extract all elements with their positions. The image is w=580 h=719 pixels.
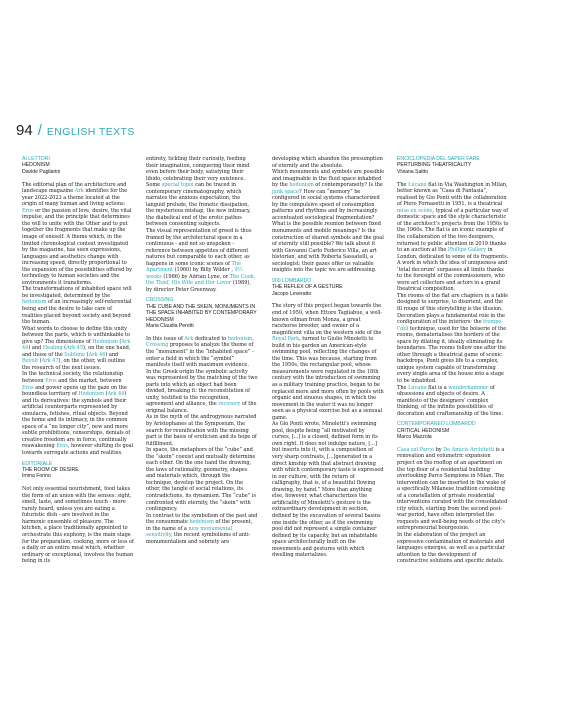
article-title: THE ROOM OF DESIRE bbox=[22, 466, 79, 473]
article-paragraph: The story of this project began towards the end of 1950, when Ettore Tagliabue, a well-known oilman from Monza, a great racehorse breeder, and owner of a magnificent villa on the western side of the Royal Park, turned to Giulio Minoletti to build in his garden an American-style swimming pool, reflecting the changes of the time. This was because, starting from the 1950s, the rectangular pool, whose measurements were regulated in the 18th century with the introduction of swimming as a military training practice, began to be replaced more and more often by pools with organic and sinuous shapes, in which the movement in the water it was no longer seen as a physical exercise but as a sensual game. bbox=[272, 303, 384, 421]
article-paragraph: entirety, tickling their curiosity, feeding their imagination, conquering their mind even before their body, satisfying their libido, celebrating their very existence. Some special topoi can be traced in contemporary cinematography, which narrates the anxious expectation, the languid prelude, the frenetic dissipation, the mysterious mishap, the new intimacy, the diabolical end of the erotic pathos between consenting subjects. bbox=[146, 156, 251, 228]
article-paragraph: As Gio Ponti wrote, Minoletti’s swimming pool, despite being “all motivated by curves, [...] is a closed, defined form in its own right. It does not indulge nature, [...] but inserts into it, with a composition of very sharp contrasts, [...]generated in a direct kinship with that abstract drawing with which contemporary taste is expressed in our culture, with the return of calligraphy, that is, of a beautiful flowing drawing, by hand.” More than anything else, however, what characterizes the artificiality of Minoletti’s gesture is the extraordinary development in section, defined by the excavation of several basins one inside the other, as if the swimming pool did not represent a simple container defined by its capacity, but an inhabitable space architecturally built on the movements and gestures with which dwelling materializes. bbox=[272, 421, 384, 559]
article-title: PERTURBING THEATRICALITY bbox=[397, 162, 472, 169]
article-paragraph: The Lucano flat in Via Washington in Milan, better known as “Casa di Fantasia”, realised by Gio Ponti with the collaboration of Piero Fornasetti in 1951, is a theatrical mise en scène, typical of a particular way of domestic space and the style characteristic of the architect’s projects from the 1950s to the 1960s. The flat is an iconic example of the collaboration of the two designers, returned to public attention in 2019 thanks to an auction at the Phillips Gallery in London, dedicated to some of its fragments. A work in which the idea of uniqueness and ‘total decorum’ surpasses all limits thanks to the foresight of the commissioners, who were art collectors and actors in a grand theatrical composition. bbox=[397, 181, 509, 293]
article-paragraph: What words to choose to define this unity between the parts, which is unthinkable to give up? The dimensions of Hedonism (Ark 44) and Healing (Ark 45), on the one hand, and those of the Sublime (Ark 46) and Revolt (Ark 47), on the other, will outline the research of the next issues. bbox=[22, 325, 131, 371]
text-column-4 bbox=[397, 156, 509, 565]
article bbox=[272, 156, 384, 274]
article-paragraph: The editorial plan of the architecture and landscape magazine Ark identifies for the year 2022-2023 a theme located at the origin of many human and living actions: Eros or the passion of love, desire, the vital impulse, and the principle that determines the will to unite with the Other and to put together the fragments that make up the image of oneself. A theme which, in the limited chronological context investigated by the magazine, has seen expressions, languages and aesthetics change with increasing speed, directly proportional to the expansion of the possibilities offered by technology to human societies and the environments it transforms. bbox=[22, 181, 132, 286]
article-paragraph: In contrast to the symbolism of the past and the consummate hedonism of the present, in the name of a new monumental sensitivity, the recent symbolisms of anti-monumentalism and sobriety are bbox=[146, 512, 258, 545]
article-section-label: CONTEMPORANEO LOMBARDO bbox=[397, 421, 476, 428]
article bbox=[22, 461, 134, 565]
article bbox=[272, 278, 384, 559]
article-paragraph: In this issue of Ark dedicated to hedonism, Crossing proposes to analyze the theme of the “monument” in the “inhabited space” - enter a field in which the “symbol” manifests itself with maximum evidence. bbox=[146, 335, 254, 369]
article-section-label: CROSSING bbox=[146, 297, 174, 304]
article-paragraph: The Lucano flat is a wunderkammer of obsessions and objects of desire. A manifesto of the designers’ complex thinking, of the infinite possibilities of decoration and craftsmanship of the time. bbox=[397, 384, 503, 417]
article-paragraph: developing which abandon the presumption of eternity and the absolute. bbox=[272, 156, 383, 169]
article-paragraph: The visual representation of greed is thus framed by the architectural space in a continuous - and not so unspoken - reference between appetites of different natures but comparable to each other, as happens in some iconic scenes of The Apartment (1960) by Billy Wilder , 9½ weeks (1986) by Adrian Lyne, or The Cook, the Thief, His Wife and Her Lover (1989), by director Peter Greenway. bbox=[146, 228, 256, 293]
article bbox=[146, 156, 258, 293]
article-author: Jacopo Leveratto bbox=[272, 290, 312, 297]
article-section-label: ENCICLOPEDIA DEL SAPER FARE bbox=[397, 156, 480, 162]
article-paragraph: Casa sul Parco by De Amicis Architetti is a renovation and volumetric expansion project on the rooftop of an apartment on the top floor of a residential building overlooking Parco Sempione in Milan. The intervention can be inserted in the wake of a specifically Milanese tradition consisting of a constellation of private residential interventions curated with the consolidated city which, starting from the second post-war period, have often interpreted the requests and well-being needs of the city’s entrepreneurial bourgeoisie. bbox=[397, 446, 508, 532]
text-column-2 bbox=[146, 156, 258, 545]
article-section-label: 900 LOMBARDO bbox=[272, 277, 312, 284]
article-paragraph: Which monuments and symbols are possible and imaginable in the fluid space inhabited by the hedonism of contemporaneity? Is the junk space? How can “memory” be configured in social systems characterized by the compulsive speed of consumption patterns and rhythms and by increasingly accentuated sociological fragmentation? What is the possible reunion between fixed monuments and mobile meanings? Is the construction of shared symbols and the goal of eternity still possible? We talk about it with Giovanni Carlo Federico Villa, an art historian, and with Roberta Sassatelli, a sociologist: their gazes offer us valuable insights into the topic we are addressing. bbox=[272, 169, 385, 274]
article-paragraph: In the elaboration of the project an expressive contamination of materials and languages emerges, as well as a particular attention to the development of constructive solutions and specific details. bbox=[397, 532, 505, 565]
article-paragraph: In the Greek origin the symbolic activity was represented by the matching of the two parts into which an object had been divided, breaking it: the reconstitution of unity, testified to the recognition, agreement and alliance, the recovery of the original balance. bbox=[146, 368, 258, 414]
article-section-label: AI LETTORI bbox=[22, 156, 50, 162]
section-title: ENGLISH TEXTS bbox=[46, 126, 135, 138]
text-column-3 bbox=[272, 156, 384, 559]
article-title: THE REFLEX OF A GESTURE bbox=[272, 284, 343, 291]
article-paragraph: The rooms of the flat are chapters in a fable designed to surprise, to disorient, and the fil rouge of this storytelling is the illusion. Decoration plays a fundamental role in the configuration of the interiors: the trompe-l’œil technique, used for the boiserie of the rooms, dematerialises the borders of the space by dilating it, ideally eliminating its boundaries. The rooms follow one after the other through a theatrical game of scenic backdrops, Ponti gives life to a complex, unique system capable of transforming every single area of the house into a stage to be inhabited. bbox=[397, 292, 509, 385]
article-paragraph: The transformations of inhabited space will be investigated, determined by the hedonism of an increasingly self-referential being and the desire to take care of realities placed beyond society and beyond the human. bbox=[22, 286, 132, 326]
article-paragraph: As in the myth of the androgynous narrated by Aristophanes at the Symposium, the search for reunification with the missing part is the basis of eroticism and its hope of fulfillment. bbox=[146, 414, 257, 447]
article-author: Imma Forino bbox=[22, 473, 51, 480]
article-section-label: EDITORIALE bbox=[22, 460, 53, 467]
article-author: Davide Pagliarini bbox=[22, 168, 61, 175]
text-column-1 bbox=[22, 156, 134, 565]
article-title: HEDONISM bbox=[22, 162, 50, 169]
article-title: CRITICAL HEDONISM bbox=[397, 427, 450, 434]
article-author: Viviana Saitto bbox=[397, 168, 429, 175]
article-title: THE CUBE AND THE SKEIN. MONUMENTS IN THE SPACE INHABITED BY CONTEMPORARY HEDONISM bbox=[146, 303, 257, 323]
article bbox=[397, 156, 509, 417]
article bbox=[397, 421, 509, 564]
article bbox=[22, 156, 134, 457]
article-paragraph: Not only essential nourishment, food takes the form of an union with the senses: sight, smell, taste, and sometimes touch - more rarely heard, unless you are eating a futuristic dish - are involved in the harmonic ensemble of pleasure. The kitchen, a place traditionally appointed to orchestrate this euphony, is the main stage for the preparation, cooking, more or less of a daily or an entire meal which, whether ordinary or exceptional, involves the human being in its bbox=[22, 486, 134, 565]
page-number: 94 bbox=[16, 122, 33, 139]
article-author: Marco Mazzola bbox=[397, 434, 432, 441]
article-paragraph: In the technical society, the relationship between Eros and the market, between Eros and power opens up the gaze on the boundless territory of Hedonism (Ark 44) and its derivatives: the symbols and their artificial counterparts represented by simulacra, fetishes, ritual objects. Beyond the home and its intimacy, in the common space of a “no longer city”, new and more subtle prohibitions, censorships, denials of creative freedom are in force, continually reawakening Eros, however shifting its goal towards surrogate actions and realities. bbox=[22, 371, 134, 457]
article-paragraph: In space, the metaphors of the “cube” and the “skein” coexist and mutually determine each other. On the one hand the drawing, the laws of rationality, geometry, shapes and materials which, through the technique, develop the project. On the other, the tangle of social relations, its contradictions, its dynamism. The “cube” is confronted with eternity, the “skein” with contingency. bbox=[146, 447, 256, 513]
header-slash: / bbox=[37, 122, 42, 139]
article-author: Maria Claudia Peretti bbox=[146, 323, 194, 330]
article bbox=[146, 297, 258, 545]
page-header bbox=[16, 122, 135, 139]
